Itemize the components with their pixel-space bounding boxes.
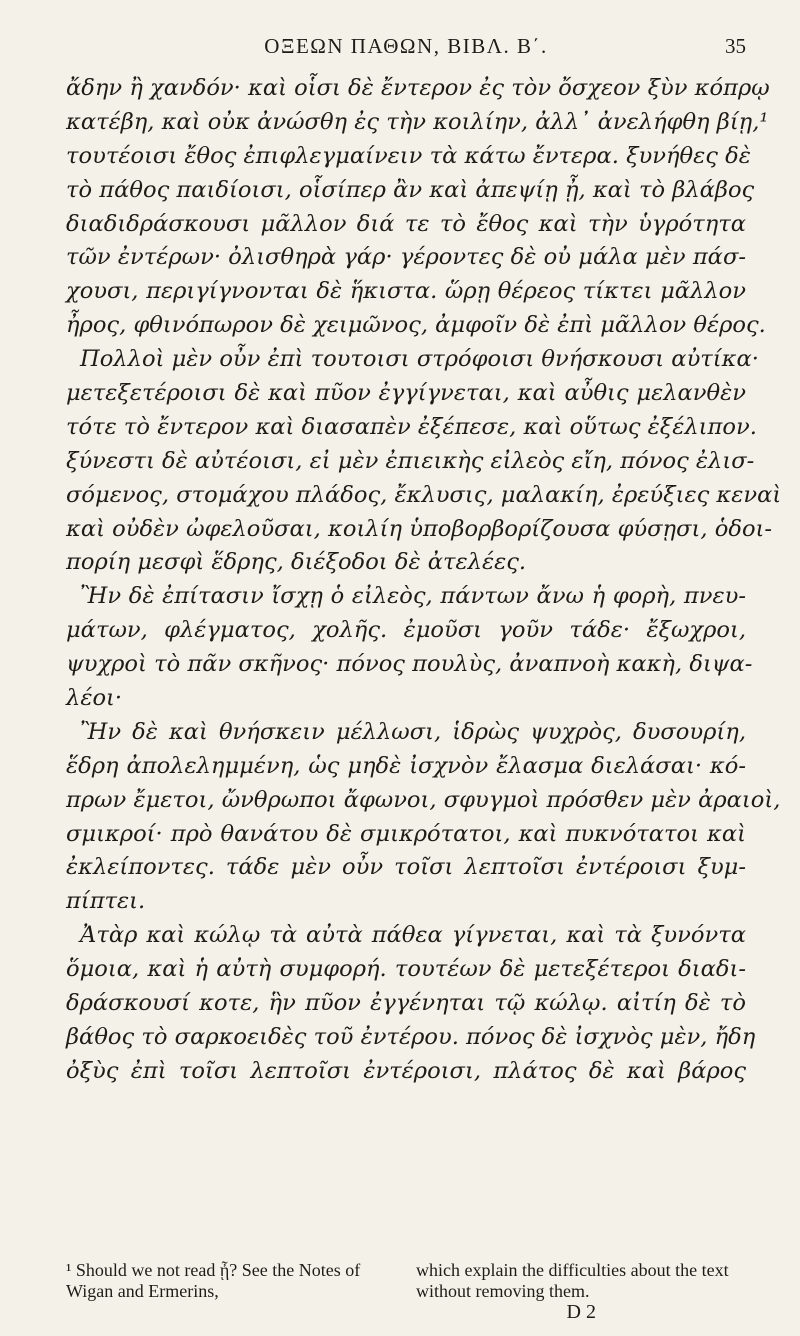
text-line: Ἢν δὲ ἐπίτασιν ἴσχῃ ὁ εἰλεὸς, πάντων ἄνω ἡ φορὴ, πνευ-	[80, 583, 746, 610]
text-line: καὶ οὐδὲν ὠφελοῦσαι, κοιλίη ὑποβορβορίζουσα φύσῃσι, ὁδοι-	[66, 515, 773, 542]
text-line: πορίη μεσφὶ ἕδρης, διέξοδοι δὲ ἀτελέες.	[66, 549, 527, 576]
text-line: ἦρος, φθινόπωρον δὲ χειμῶνος, ἀμφοῖν δὲ ἐπὶ μᾶλλον θέρος.	[66, 312, 766, 339]
text-line: πρων ἔμετοι, ὤνθρωποι ἄφωνοι, σφυγμοὶ πρόσθεν μὲν ἀραιοὶ,	[66, 786, 781, 813]
text-line: κατέβη, καὶ οὐκ ἀνώσθη ἐς τὴν κοιλίην, ἀλλ᾽ ἀνελήφθη βίῃ,¹	[66, 108, 769, 135]
greek-body-text	[66, 72, 782, 1089]
text-line: ψυχροὶ τὸ πᾶν σκῆνος· πόνος πουλὺς, ἀναπνοὴ κακὴ, διψα-	[66, 651, 753, 678]
text-line: Ἀτὰρ καὶ κώλῳ τὰ αὐτὰ πάθεα γίγνεται, καὶ τὰ ξυνόντα	[80, 922, 746, 949]
page-header	[66, 26, 746, 62]
text-line: Ἢν δὲ καὶ θνήσκειν μέλλωσι, ἱδρὼς ψυχρὸς, δυσουρίη,	[80, 718, 746, 745]
text-line: σόμενος, στομάχου πλάδος, ἔκλυσις, μαλακίη, ἐρεύξιες κεναὶ	[66, 481, 782, 508]
text-line: βάθος τὸ σαρκοειδὲς τοῦ ἐντέρου. πόνος δὲ ἰσχνὸς μὲν, ἤδη	[66, 1023, 756, 1050]
text-line: τὸ πάθος παιδίοισι, οἷσίπερ ἂν καὶ ἀπεψίῃ ᾖ, καὶ τὸ βλάβος	[66, 176, 755, 203]
text-line: ἐκλείποντες. τάδε μὲν οὖν τοῖσι λεπτοῖσι ἐντέροισι ξυμ-	[66, 854, 746, 881]
text-line: λέοι·	[66, 685, 123, 712]
text-line: πίπτει.	[66, 888, 146, 915]
text-line: χουσι, περιγίγνονται δὲ ἥκιστα. ὥρῃ θέρεος τίκτει μᾶλλον	[66, 278, 746, 305]
text-line: διαδιδράσκουσι μᾶλλον διά τε τὸ ἔθος καὶ τὴν ὑγρότητα	[66, 210, 746, 237]
text-line: δράσκουσί κοτε, ἣν πῦον ἐγγένηται τῷ κώλῳ. αἰτίη δὲ τὸ	[66, 990, 746, 1017]
text-line: ὅμοια, καὶ ἡ αὐτὴ συμφορή. τουτέων δὲ μετεξέτεροι διαδι-	[66, 956, 746, 983]
text-line: Πολλοὶ μὲν οὖν ἐπὶ τουτοισι στρόφοισι θνήσκουσι αὐτίκα·	[80, 346, 759, 373]
text-line: τῶν ἐντέρων· ὀλισθηρὰ γάρ· γέροντες δὲ οὐ μάλα μὲν πάσ-	[66, 244, 746, 271]
text-line: σμικροί· πρὸ θανάτου δὲ σμικρότατοι, καὶ πυκνότατοι καὶ	[66, 820, 746, 847]
text-line: μάτων, φλέγματος, χολῆς. ἐμοῦσι γοῦν τάδε· ἔξωχροι,	[66, 617, 746, 644]
text-line: μετεξετέροισι δὲ καὶ πῦον ἐγγίγνεται, καὶ αὖθις μελανθὲν	[66, 380, 746, 407]
text-line: ἄδην ἢ χανδόν· καὶ οἷσι δὲ ἔντερον ἐς τὸν ὄσχεον ξὺν κόπρῳ	[66, 75, 770, 101]
text-line: τουτέοισι ἔθος ἐπιφλεγμαίνειν τὰ κάτω ἔντερα. ξυνήθες δὲ	[66, 142, 751, 169]
page-number: 35	[725, 34, 746, 58]
footnote-left: ¹ Should we not read ᾖ? See the Notes of Wigan and Ermerins,	[66, 1260, 361, 1301]
running-title: ΟΞΕΩΝ ΠΑΘΩΝ, ΒΙΒΛ. Β΄.	[264, 34, 548, 58]
text-line: τότε τὸ ἔντερον καὶ διασαπὲν ἐξέπεσε, καὶ οὕτως ἐξέλιπον.	[66, 413, 757, 440]
footnote-right: which explain the difficulties about the text without removing them.	[416, 1260, 729, 1301]
text-line: ξύνεστι δὲ αὐτέοισι, εἰ μὲν ἐπιεικὴς εἰλεὸς εἴη, πόνος ἐλισ-	[66, 447, 755, 474]
text-line: ἕδρη ἀπολελημμένη, ὡς μηδὲ ἰσχνὸν ἔλασμα διελάσαι· κό-	[66, 752, 746, 779]
text-line: ὀξὺς ἐπὶ τοῖσι λεπτοῖσι ἐντέροισι, πλάτος δὲ καὶ βάρος	[66, 1057, 746, 1084]
footnote-block	[66, 1260, 746, 1323]
signature-mark: D 2	[566, 1301, 596, 1323]
